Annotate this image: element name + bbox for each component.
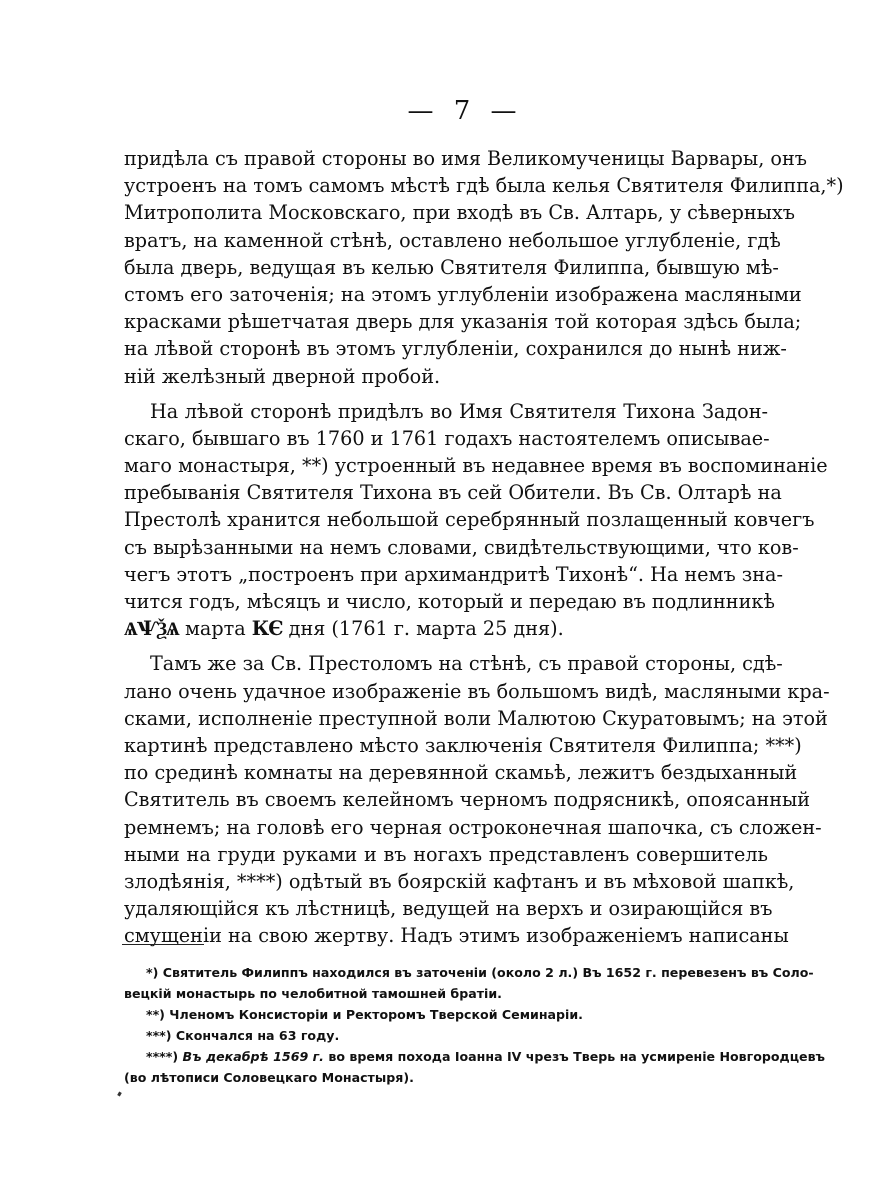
footnote-4-date: Въ декабрѣ 1569 г.: [182, 1049, 324, 1064]
text-line: удаляющійся къ лѣстницѣ, ведущей на верхъ и озирающійся въ: [124, 897, 773, 921]
footnote-4-cont: (во лѣтописи Соловецкаго Монастыря).: [124, 1070, 414, 1085]
text-line: чится годъ, мѣсяцъ и число, который и передаю въ подлинникѣ: [124, 590, 775, 613]
text-line: смущеніи на свою жертву. Надъ этимъ изображеніемъ написаны: [124, 924, 789, 948]
text-line: чегъ этотъ „построенъ при архимандритѣ Тихонѣ“. На немъ зна-: [124, 562, 783, 586]
text-line: Тамъ же за Св. Престоломъ на стѣнѣ, съ правой стороны, сдѣ-: [150, 652, 783, 676]
footnotes: [124, 962, 826, 1088]
text-line: картинѣ представлено мѣсто заключенія Святителя Филиппа; ***): [124, 733, 802, 757]
footnote-4-text: во время похода Іоанна IV чрезъ Тверь на усмиреніе Новгородцевъ: [323, 1049, 826, 1064]
footnote-4-mark: ****): [146, 1049, 179, 1064]
text-line: сками, исполненіе преступной воли Малютою Скуратовымъ; на этой: [124, 706, 828, 730]
footnote-3: ***) Скончался на 63 году.: [146, 1028, 340, 1043]
text-line: Митрополита Московскаго, при входѣ въ Св. Алтарь, у сѣверныхъ: [124, 201, 795, 225]
footnote-1: *) Святитель Филиппъ находился въ заточеніи (около 2 л.) Въ 1652 г. перевезенъ въ Соло-: [146, 965, 814, 980]
text-line: На лѣвой сторонѣ придѣлъ во Имя Святителя Тихона Задон-: [150, 399, 768, 423]
text-line: по срединѣ комнаты на деревянной скамьѣ, лежитъ бездыханный: [124, 761, 798, 785]
text-line: съ вырѣзанными на немъ словами, свидѣтельствующими, что ков-: [124, 535, 799, 559]
text-line: устроенъ на томъ самомъ мѣстѣ гдѣ была келья Святителя Филиппа,*): [124, 174, 844, 198]
text-line: была дверь, ведущая въ келью Святителя Филиппа, бывшую мѣ-: [124, 255, 779, 279]
text-line: вратъ, на каменной стѣнѣ, оставлено небольшое углубленіе, гдѣ: [124, 228, 781, 252]
month-word: марта: [184, 617, 246, 641]
text-line: пребыванія Святителя Тихона въ сей Обители. Въ Св. Олтарѣ на: [124, 481, 782, 505]
text-line: Святитель въ своемъ келейномъ черномъ подрясникѣ, опоясанный: [124, 788, 811, 812]
text-line: лано очень удачное изображеніе въ большомъ видѣ, масляными кра-: [124, 679, 830, 703]
text-line: злодѣянія, ****) одѣтый въ боярскій кафтанъ и въ мѣховой шапкѣ,: [124, 869, 795, 893]
text-line: красками рѣшетчатая дверь для указанія той которая здѣсь была;: [124, 310, 802, 334]
body-text: [124, 145, 844, 949]
footnote-1-cont: вецкій монастырь по челобитной тамошней братіи.: [124, 986, 502, 1001]
text-line: на лѣвой сторонѣ въ этомъ углубленіи, сохранился до нынѣ ниж-: [124, 337, 787, 361]
footnote-2: **) Членомъ Консисторіи и Ректоромъ Тверской Семинаріи.: [146, 1007, 583, 1022]
slavonic-day: КЄ: [251, 617, 283, 641]
slavonic-year: ѦѰѮѦ: [124, 617, 179, 641]
text-line: ными на груди руками и въ ногахъ представленъ совершитель: [124, 842, 768, 866]
text-line: скаго, бывшаго въ 1760 и 1761 годахъ настоятелемъ описывае-: [124, 426, 770, 450]
text-line: придѣла съ правой стороны во имя Великомученицы Варвары, онъ: [124, 147, 807, 170]
print-mark: [117, 1092, 122, 1097]
text-line: ній желѣзный дверной пробой.: [124, 364, 441, 388]
text-line: ремнемъ; на головѣ его черная остроконечная шапочка, съ сложен-: [124, 815, 822, 839]
footnote-4: [124, 1046, 826, 1067]
page-number: — 7 —: [407, 96, 523, 126]
date-rest: дня (1761 г. марта 25 дня).: [288, 617, 564, 641]
date-line: [124, 615, 768, 642]
text-line: маго монастыря, **) устроенный въ недавнее время въ воспоминаніе: [124, 454, 828, 478]
text-line: стомъ его заточенія; на этомъ углубленіи изображена масляными: [124, 282, 802, 306]
footnote-divider: [122, 944, 204, 945]
text-line: Престолѣ хранится небольшой серебрянный позлащенный ковчегъ: [124, 508, 815, 532]
